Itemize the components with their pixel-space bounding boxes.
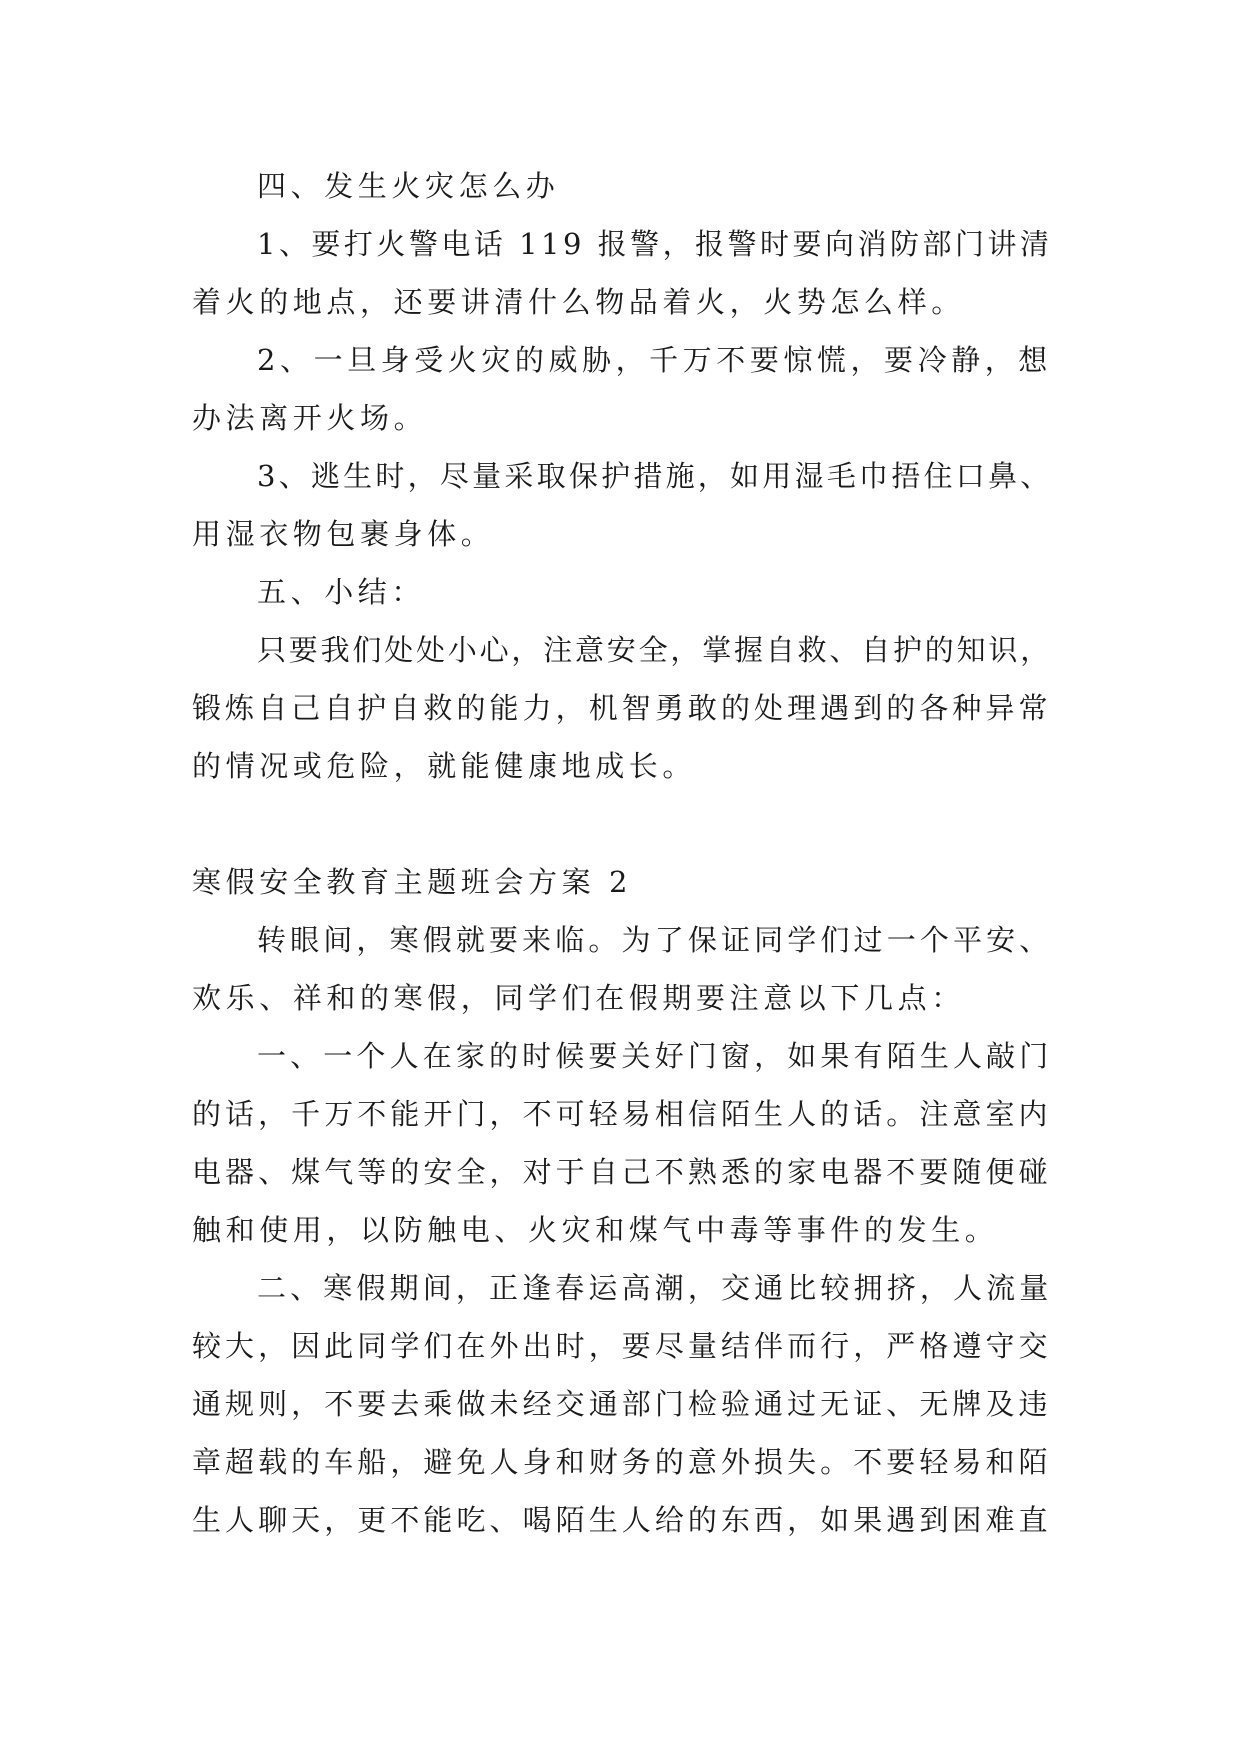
paragraph-line: 生人聊天，更不能吃、喝陌生人给的东西，如果遇到困难直 (192, 1503, 1052, 1537)
section-heading-fire: 四、发生火灾怎么办 (257, 169, 560, 203)
paragraph-line: 2、一旦身受火灾的威胁，千万不要惊慌，要冷静，想 (257, 343, 1052, 377)
paragraph-line: 通规则，不要去乘做未经交通部门检验通过无证、无牌及违 (192, 1387, 1052, 1421)
paragraph-line: 转眼间，寒假就要来临。为了保证同学们过一个平安、 (257, 923, 1053, 957)
paragraph-line: 二、寒假期间，正逢春运高潮，交通比较拥挤，人流量 (257, 1271, 1053, 1305)
paragraph-line: 锻炼自己自护自救的能力，机智勇敢的处理遇到的各种异常 (192, 691, 1052, 725)
paragraph-line: 着火的地点，还要讲清什么物品着火，火势怎么样。 (192, 285, 965, 319)
paragraph-line: 的话，千万不能开门，不可轻易相信陌生人的话。注意室内 (192, 1097, 1052, 1131)
paragraph-line: 欢乐、祥和的寒假，同学们在假期要注意以下几点： (192, 981, 965, 1015)
paragraph-line: 触和使用，以防触电、火灾和煤气中毒等事件的发生。 (192, 1213, 999, 1247)
paragraph-line: 较大，因此同学们在外出时，要尽量结伴而行，严格遵守交 (192, 1329, 1052, 1363)
paragraph-line: 办法离开火场。 (192, 401, 428, 435)
paragraph-line: 3、逃生时，尽量采取保护措施，如用湿毛巾捂住口鼻、 (257, 459, 1053, 493)
paragraph-line: 的情况或危险，就能健康地成长。 (192, 749, 697, 783)
paragraph-line: 章超载的车船，避免人身和财务的意外损失。不要轻易和陌 (192, 1445, 1052, 1479)
paragraph-line: 只要我们处处小心，注意安全，掌握自救、自护的知识， (257, 633, 1053, 667)
paragraph-line: 用湿衣物包裹身体。 (192, 517, 495, 551)
document-title: 寒假安全教育主题班会方案 2 (192, 865, 633, 899)
section-heading-summary: 五、小结： (257, 575, 426, 609)
paragraph-line: 电器、煤气等的安全，对于自己不熟悉的家电器不要随便碰 (192, 1155, 1052, 1189)
paragraph-line: 1、要打火警电话 119 报警，报警时要向消防部门讲清 (257, 227, 1053, 261)
paragraph-line: 一、一个人在家的时候要关好门窗，如果有陌生人敲门 (257, 1039, 1053, 1073)
